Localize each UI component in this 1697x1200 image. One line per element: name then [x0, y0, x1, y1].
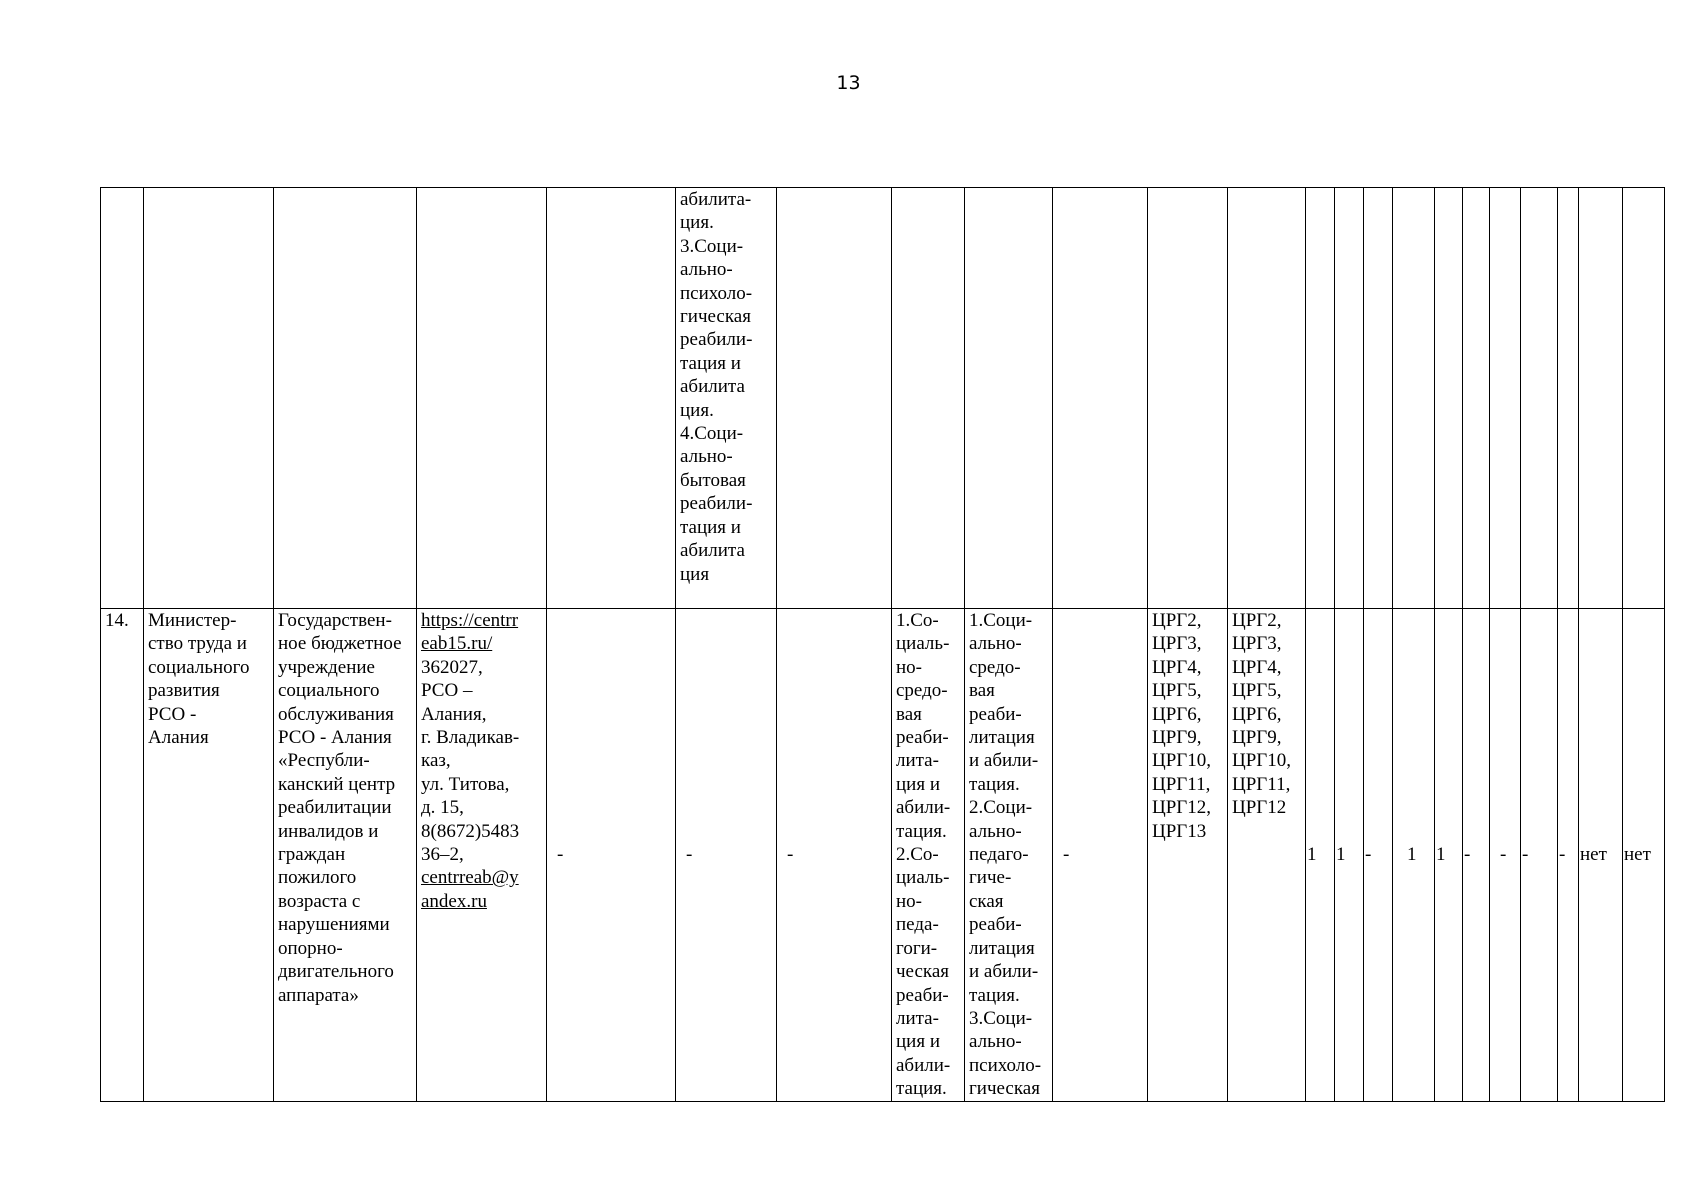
table-row-14	[101, 609, 1665, 1102]
cell-col17: 1	[1435, 609, 1463, 1102]
cell-col23: нет	[1623, 609, 1665, 1102]
cell-empty	[965, 188, 1053, 609]
cell-col5: -	[547, 609, 676, 1102]
cell-col15: -	[1364, 609, 1393, 1102]
table-row-continuation	[101, 188, 1665, 609]
cell-empty	[1623, 188, 1665, 609]
cell-empty	[1393, 188, 1435, 609]
cell-col18: -	[1463, 609, 1490, 1102]
cell-col19: -	[1490, 609, 1521, 1102]
cell-ministry: Министер- ство труда и социального развития РСО - Алания	[144, 609, 274, 1102]
cell-rehab-directions-b: 1.Соци- ально- средо- вая реаби- литация и абили- тация. 2.Соци- ально- педаго- гиче- ская реаби- литация и абили- тация. 3.Соци- ально- психоло- гическая	[965, 609, 1053, 1102]
cell-contacts	[417, 609, 547, 1102]
cell-col14: 1	[1335, 609, 1364, 1102]
cell-empty	[1558, 188, 1579, 609]
cell-col16: 1	[1393, 609, 1435, 1102]
page-number: 13	[836, 72, 861, 94]
cell-col13: 1	[1306, 609, 1335, 1102]
cell-rehab-directions-a: 1.Со- циаль- но- средо- вая реаби- лита- ция и абили- тация. 2.Со- циаль- но- педа- гоги- ческая реаби- лита- ция и абили- тация.	[892, 609, 965, 1102]
cell-empty	[101, 188, 144, 609]
cell-col7: -	[777, 609, 892, 1102]
cell-empty	[1148, 188, 1228, 609]
cell-empty	[1228, 188, 1306, 609]
cell-rehab-directions: абилита- ция. 3.Соци- ально- психоло- гическая реабили- тация и абилита ция. 4.Соци- ально- бытовая реабили- тация и абилита ция	[676, 188, 777, 609]
cell-empty	[1335, 188, 1364, 609]
cell-row-number: 14.	[101, 609, 144, 1102]
registry-table	[100, 187, 1665, 1102]
cell-empty	[892, 188, 965, 609]
cell-col22: нет	[1579, 609, 1623, 1102]
cell-empty	[777, 188, 892, 609]
cell-target-groups-b: ЦРГ2, ЦРГ3, ЦРГ4, ЦРГ5, ЦРГ6, ЦРГ9, ЦРГ10, ЦРГ11, ЦРГ12	[1228, 609, 1306, 1102]
cell-empty	[274, 188, 417, 609]
cell-empty	[1579, 188, 1623, 609]
address-text: 362027, РСО – Алания, г. Владикав- каз, ул. Титова, д. 15, 8(8672)5483 36–2,	[421, 656, 520, 866]
cell-institution: Государствен- ное бюджетное учреждение социального обслуживания РСО - Алания «Республи- канский центр реабилитации инвалидов и граждан пожилого возраста с нарушениями опорно- двигательного аппарата»	[274, 609, 417, 1102]
cell-empty	[1463, 188, 1490, 609]
cell-target-groups-a: ЦРГ2, ЦРГ3, ЦРГ4, ЦРГ5, ЦРГ6, ЦРГ9, ЦРГ10, ЦРГ11, ЦРГ12, ЦРГ13	[1148, 609, 1228, 1102]
email-link[interactable]: centrreab@y andex.ru	[421, 867, 519, 912]
cell-col21: -	[1558, 609, 1579, 1102]
website-link[interactable]: https://centrr eab15.ru/	[421, 610, 519, 655]
cell-empty	[144, 188, 274, 609]
cell-empty	[1435, 188, 1463, 609]
cell-empty	[547, 188, 676, 609]
cell-col10: -	[1053, 609, 1148, 1102]
cell-empty	[1053, 188, 1148, 609]
cell-empty	[1521, 188, 1558, 609]
cell-empty	[1490, 188, 1521, 609]
cell-empty	[417, 188, 547, 609]
cell-empty	[1306, 188, 1335, 609]
cell-col20: -	[1521, 609, 1558, 1102]
cell-empty	[1364, 188, 1393, 609]
cell-col6: -	[676, 609, 777, 1102]
